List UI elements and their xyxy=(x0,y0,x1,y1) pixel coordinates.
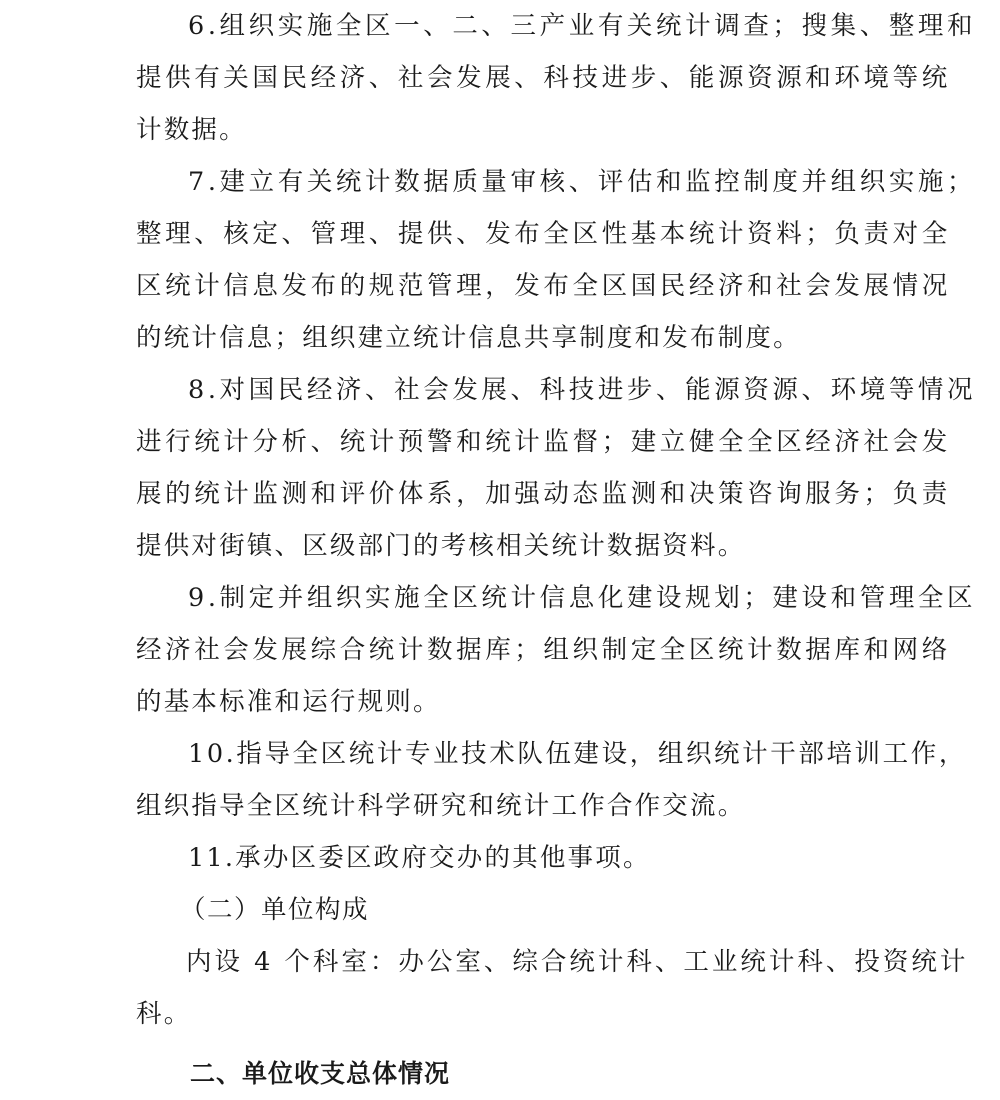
text-line: 9.制定并组织实施全区统计信息化建设规划；建设和管理全区 xyxy=(188,583,977,613)
paragraph-item-11 xyxy=(136,832,878,884)
text-line: 经济社会发展综合统计数据库；组织制定全区统计数据库和网络 xyxy=(136,635,951,665)
text-line: 的基本标准和运行规则。 xyxy=(136,687,441,717)
text-line: 科。 xyxy=(136,999,192,1029)
text-line: 10.指导全区统计专业技术队伍建设，组织统计干部培训工作， xyxy=(188,739,967,769)
text-line: 6.组织实施全区一、二、三产业有关统计调查；搜集、整理和 xyxy=(188,11,977,41)
text-line: 区统计信息发布的规范管理，发布全区国民经济和社会发展情况 xyxy=(136,271,951,301)
paragraph-item-7 xyxy=(136,156,977,364)
text-line: 提供对街镇、区级部门的考核相关统计数据资料。 xyxy=(136,531,746,561)
text-line: 11.承办区委区政府交办的其他事项。 xyxy=(188,843,651,873)
paragraph-item-10 xyxy=(136,728,967,832)
text-line: 7.建立有关统计数据质量审核、评估和监控制度并组织实施； xyxy=(188,167,977,197)
paragraph-item-8 xyxy=(136,364,977,572)
document-page xyxy=(136,0,977,1100)
text-line: 展的统计监测和评价体系，加强动态监测和决策咨询服务；负责 xyxy=(136,479,951,509)
subheading-unit-composition: （二）单位构成 xyxy=(180,895,370,925)
text-line: 提供有关国民经济、社会发展、科技进步、能源资源和环境等统 xyxy=(136,63,951,93)
paragraph-composition xyxy=(136,936,969,1040)
text-line: 内设 4 个科室：办公室、综合统计科、工业统计科、投资统计 xyxy=(186,947,969,977)
text-line: 的统计信息；组织建立统计信息共享制度和发布制度。 xyxy=(136,323,801,353)
text-line: 组织指导全区统计科学研究和统计工作合作交流。 xyxy=(136,791,746,821)
text-line: 计数据。 xyxy=(136,115,247,145)
paragraph-item-9 xyxy=(136,572,977,728)
text-line: 进行统计分析、统计预警和统计监督；建立健全全区经济社会发 xyxy=(136,427,951,457)
text-line: 整理、核定、管理、提供、发布全区性基本统计资料；负责对全 xyxy=(136,219,951,249)
text-line: 8.对国民经济、社会发展、科技进步、能源资源、环境等情况 xyxy=(188,375,977,405)
paragraph-item-6 xyxy=(136,0,977,156)
section-heading: 二、单位收支总体情况 xyxy=(190,1059,451,1088)
